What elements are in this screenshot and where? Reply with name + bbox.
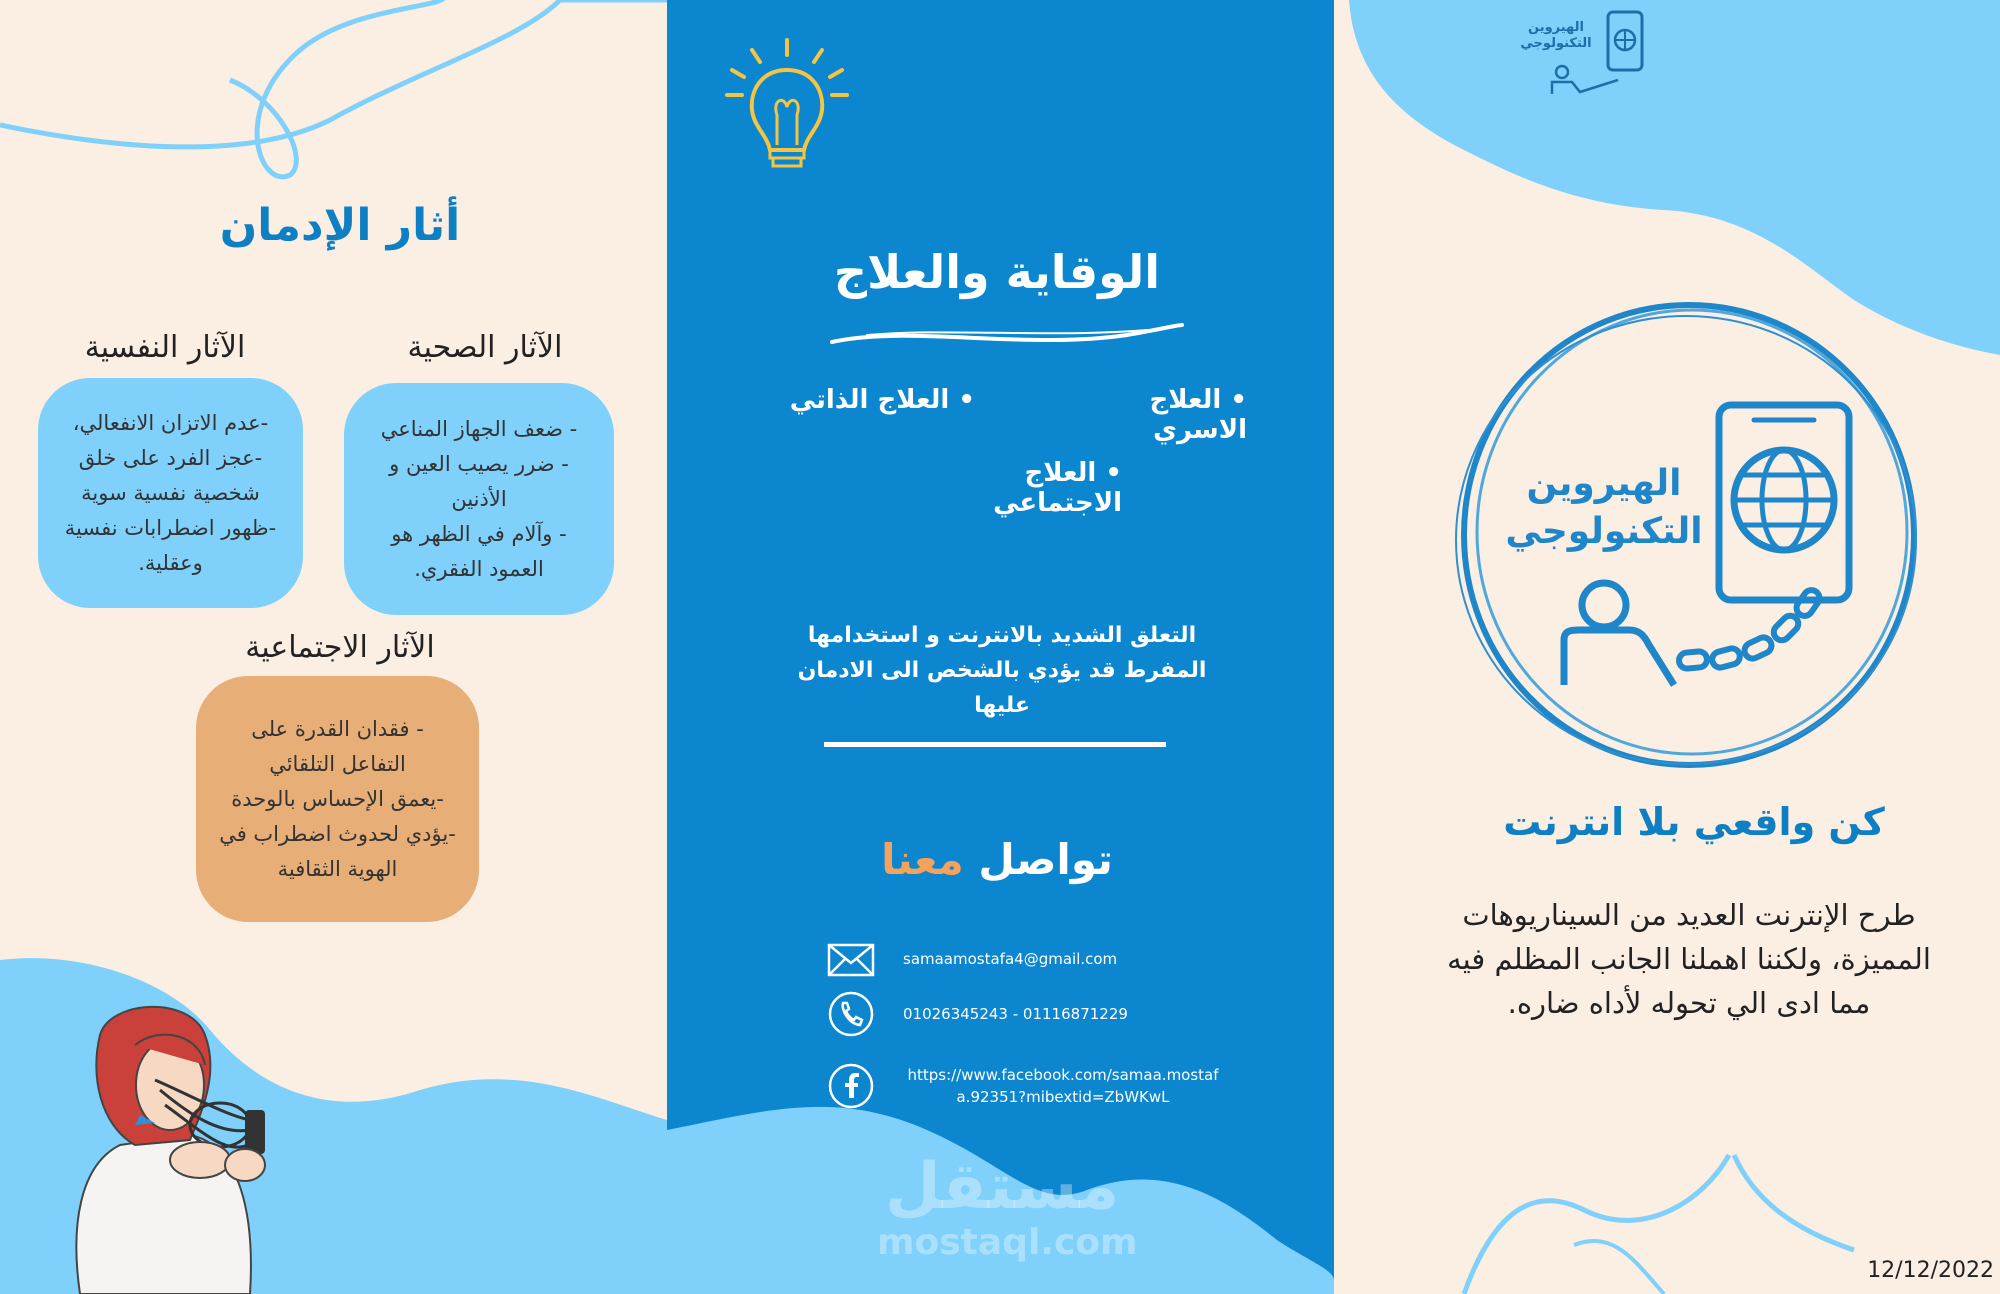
addiction-effects-title: أثار الإدمان — [219, 200, 461, 251]
middle-panel — [667, 0, 1334, 1294]
envelope-icon — [827, 935, 875, 983]
contact-us-accent: معنا — [881, 835, 964, 884]
bullet-family-therapy-label: العلاج الاسري — [1149, 385, 1247, 445]
facebook-icon — [827, 1062, 875, 1110]
health-effects-box — [344, 383, 614, 615]
phone-text[interactable]: 01026345243 - 01116871229 — [903, 1005, 1128, 1023]
title-underline — [827, 320, 1187, 350]
right-panel — [1334, 0, 2000, 1294]
woman-phone-illustration — [40, 995, 300, 1294]
divider — [824, 742, 1166, 747]
social-effects-text: - فقدان القدرة على التفاعل التلقائي -يعمق الإحساس بالوحدة -يؤدي لحدوث اضطراب في الهوية الثقافية — [219, 716, 456, 881]
slogan: كن واقعي بلا انترنت — [1503, 800, 1885, 844]
health-effects-heading: الآثار الصحية — [407, 330, 563, 365]
date-label: 12/12/2022 — [1867, 1258, 1994, 1283]
health-effects-text: - ضعف الجهاز المناعي - ضرر يصيب العين و الأذنين - وآلام في الظهر هو العمود الفقري. — [380, 416, 578, 581]
intro-paragraph: طرح الإنترنت العديد من السيناريوهات المميزة، ولكننا اهملنا الجانب المظلم فيه مما ادى الي تحوله لأداه ضاره. — [1447, 898, 1931, 1020]
phone-icon — [827, 990, 875, 1038]
phone-row — [827, 990, 1128, 1038]
prevention-title: الوقاية والعلاج — [833, 245, 1161, 299]
facebook-link[interactable]: https://www.facebook.com/samaa.mostafa.92351?mibextid=ZbWKwL — [907, 1066, 1219, 1106]
watermark-arabic: مستقل — [884, 1150, 1120, 1224]
facebook-row — [827, 1062, 1223, 1110]
small-logo-icon — [1530, 10, 1645, 95]
email-row — [827, 935, 1117, 983]
bullet-social-therapy-label: العلاج الاجتماعي — [993, 458, 1122, 518]
logo-text: الهيروين التكنولوجي — [1505, 463, 1703, 552]
lightbulb-icon — [722, 35, 852, 175]
bullet-family-therapy: • العلاج الاسري — [1149, 385, 1247, 445]
bullet-self-therapy-label: العلاج الذاتي — [789, 385, 950, 415]
addiction-warning-text: التعلق الشديد بالانترنت و استخدامها المفرط قد يؤدي بالشخص الى الادمان عليها — [797, 623, 1207, 718]
watermark-url: mostaql.com — [877, 1222, 1138, 1263]
contact-us-main: تواصل — [978, 835, 1113, 884]
social-effects-heading: الآثار الاجتماعية — [245, 630, 435, 665]
contact-us-title — [817, 835, 1177, 884]
bullet-self-therapy: • العلاج الذاتي — [789, 385, 975, 415]
left-panel — [0, 0, 667, 1294]
psych-effects-text: -عدم الاتزان الانفعالي، -عجز الفرد على خلق شخصية نفسية سوية -ظهور اضطرابات نفسية وعقلية. — [64, 410, 277, 575]
small-logo-text: الهيروين التكنولوجي — [1520, 20, 1592, 51]
email-text[interactable]: samaamostafa4@gmail.com — [903, 950, 1118, 968]
psych-effects-heading: الآثار النفسية — [84, 330, 246, 365]
bullet-social-therapy: • العلاج الاجتماعي — [993, 458, 1122, 518]
social-effects-box — [196, 676, 479, 922]
psych-effects-box — [38, 378, 303, 608]
